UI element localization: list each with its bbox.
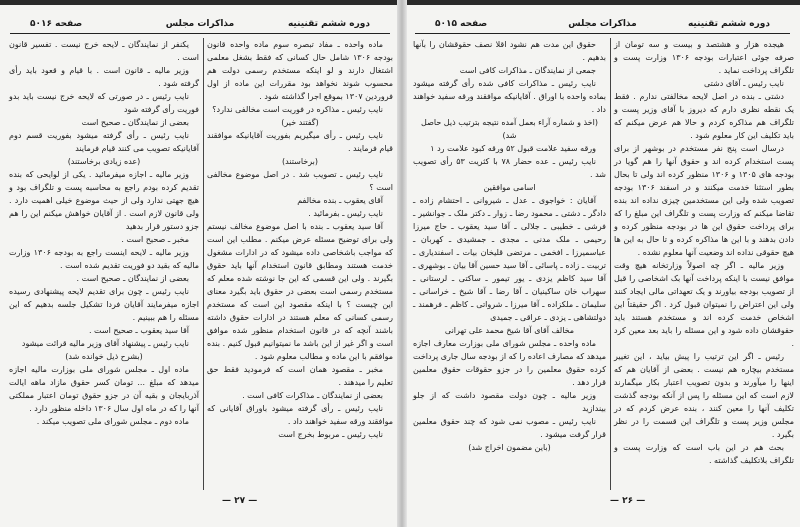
paragraph: اسامی موافقین xyxy=(483,183,536,192)
paragraph: ماده واحده ـ مفاد تبصره سوم ماده واحده قانون بودجه ۱۳۰۶ شامل حال کسانی که فقط بشغل معلمی اشتغال دارند و لو اینکه مستخدم رسمی دولت هم محسوب شوند نخواهد بود مقررات این ماده از اول فروردین ۱۳۰۷ بموقع اجرا گذاشته شود . xyxy=(207,40,394,101)
paragraph: هیجده هزار و هشتصد و بیست و سه تومان از صرفه جوئی اعتبارات بودجه ۱۳۰۶ وزارت پست و تلگراف پرداخت نماید . xyxy=(614,40,795,75)
page-footer-number: — ۲۷ — xyxy=(222,496,258,506)
page-header xyxy=(415,17,790,34)
paragraph: آقایان : خواجوی ـ عدل ـ شیروانی ـ احتشام زاده ـ دادگر ـ دشتی ـ محمود رضا ـ زوار ـ دکتر ملک ـ جوانشیر ـ فرشی ـ خطیبی ـ جلالی ـ آقا سید یعقوب ـ حاج میرزا رحیمی ـ ملک مدنی ـ مجدی ـ جمشیدی ـ کهربان ـ عباسمیرزا ـ افخمی ـ مرتضی قلیخان بیات ـ اسفندیاری ـ تربیت ـ زاده ـ پاسائی ـ آقا سید حسین آقا بیان ـ بوشهری ـ آقا سید کاظم یزدی ـ یور تیمور ـ ساکتی ـ لرستانی ـ سهراب خان ساکینیان ـ آقا رضا ـ آقا شیخ ـ خراسانی ـ سلیمان ـ ملکزاده ـ آقا میرزا ـ شرواتی ـ کاظم ـ فرهمند ـ دولتشاهی ـ یزدی ـ عراقی ـ جمیدی xyxy=(413,196,606,322)
right-page xyxy=(405,5,800,527)
text-column-left xyxy=(413,38,606,454)
paragraph: وزیر مالیه ـ چون دولت مقصود داشت که از جلو بیندازید xyxy=(413,391,606,413)
paragraph: نایب رئیس ـ مذاکره در فوریت است مخالفی ندارد؟ xyxy=(212,105,383,114)
session-label: دوره ششم تقنینیه xyxy=(687,19,770,29)
paragraph: بعضی از نمایندگان ـ صحیح است xyxy=(81,118,189,127)
paragraph: نایب رئیس ـ پیشنهاد آقای وزیر مالیه قرائت میشود xyxy=(21,339,189,348)
paragraph: (اخذ و شماره آراء بعمل آمده نتیجه بترتیب ذیل حاصل شد) xyxy=(421,118,598,140)
paragraph: نایب رئیس ـ مربوط بخرج است xyxy=(278,430,383,439)
paragraph: آقا سید یعقوب ـ صحیح است . xyxy=(88,326,189,335)
paragraph: مخبر ـ مقصود همان است که فرمودید فقط حق تعلیم را میدهند . xyxy=(207,365,393,387)
paragraph: وزیر مالیه ـ اگر چه اصولاً وزارتخانه هیچ وقت موافق نیست با اینکه پرداخت آنها بک اشخاصی را قبل از تصویب بودجه بیاورند و یک تعهداتی مالی ایجاد کنند ولی این اعتراض را نمیتوان قبول کرد . اگر حقیقتاً این اشخاص خدمت کرده اند و مستخدم هستند باید حقوقشان داده شود و این مسئله را باید بعد معین کرد . xyxy=(614,261,794,348)
page-footer-number: — ۲۶ — xyxy=(610,496,646,506)
paragraph: (عده زیادی برخاستند) xyxy=(67,157,141,166)
text-column-right xyxy=(207,38,393,441)
paragraph: (گفتند خیر) xyxy=(281,118,319,127)
left-page xyxy=(0,5,400,527)
paragraph: نایب رئیس ـ در صورتی که لایحه خرج نیست باید بدو فوریت رأی گرفته شود xyxy=(9,92,199,114)
paragraph: بعضی از نمایندگان ـ صحیح است . xyxy=(76,274,189,283)
paragraph: نایب رئیس ـ چون برای تقدیم لایحه پیشنهادی رسیده اجازه میفرمایند آقایان فردا تشکیل جلسه بدهیم که این مسئله را هم ببینیم . xyxy=(9,287,199,322)
text-column-left xyxy=(9,38,199,428)
paragraph: ماده اول ـ مجلس شورای ملی بوزارت مالیه اجازه میدهد که مبلغ ... تومان کسر حقوق مازاد ماهه ایالت آذربایجان و بقیه آن در جزو حقوق تومان اعتبار مملکتی آنها را که در ماه اول سال ۱۳۰۶ داخله منظور دارد . xyxy=(9,365,199,413)
page-header xyxy=(10,17,390,34)
paragraph: نایب رئیس ـ عده حضار ۷۸ با کثریت ۵۳ رأی تصویب شد . xyxy=(413,157,606,179)
paragraph: دشتی ـ بنده در اصل لایحه مخالفتی ندارم . فقط یک نقطه نظری دارم که دیروز با آقای وزیر پست و تلگراف هم مذاکره کردم و حالا هم عرض میکنم که باید تکلیف این کار معلوم شود . xyxy=(614,92,794,140)
paragraph: نایب رئیس ـ تصویب شد . در اصل موضوع مخالفی است ؟ xyxy=(207,170,393,192)
paragraph: بعضی از نمایندگان ـ مذاکرات کافی است . xyxy=(242,391,383,400)
paragraph: نایب رئیس ـ رأی گرفته میشود باوراق آقایانی که موافقند ورقه سفید خواهند داد . xyxy=(207,404,393,426)
paragraph: مخبر ـ صحیح است . xyxy=(121,235,189,244)
column-divider xyxy=(610,38,611,490)
paragraph: جمعی از نمایندگان ـ مذاکرات کافی است xyxy=(459,66,596,75)
text-column-right xyxy=(614,38,794,467)
paragraph: درسال است پنج نفر مستخدم در بوشهر از برای پست استخدام کرده اند و حقوق آنها را هم گویا در بودجه های ۱۳۰۵ و ۱۳۰۶ منظور کرده اند ولی تا بحال بطور استثنا خدمت میکنند و در اسفند ۱۳۰۶ بودجه تصویب شده ولی این مستخدمین چیزی نداده اند بنده تقاضا میکنم که وزارت پست و تلگراف این مبلغ را که برای پرداخت حقوق این ها در بودجه منظور کرده و دادن بدهند و با این ها مذاکره کرده و تا حال به این ها هیچ حقوقی نداده اند وضعیت آنها معلوم نشده . xyxy=(614,144,794,257)
paragraph: وزیر مالیه ـ لایحه اینست راجع به بودجه ۱۳۰۶ وزارت مالیه که بقید دو فوریت تقدیم شده است . xyxy=(9,248,199,270)
column-divider xyxy=(203,38,204,490)
header-title: مذاکرات مجلس xyxy=(568,19,637,29)
paragraph: (بشرح ذیل خوانده شد) xyxy=(65,352,143,361)
paragraph: وزیر مالیه ـ قانون است . با قیام و قعود باید رأی گرفته شود . xyxy=(9,66,199,88)
paragraph: نایب رئیس ـ رأی گرفته میشود بفوریت قسم دوم آقایانیکه تصویب می کنند قیام فرمایند xyxy=(9,131,199,153)
paragraph: آقای یعقوب ـ بنده مخالفم xyxy=(297,196,383,205)
paragraph: نایب رئیس ـ بفرمائید . xyxy=(308,209,383,218)
header-title: مذاکرات مجلس xyxy=(165,19,235,29)
paragraph: (باین مضمون اخراج شد) xyxy=(468,443,551,452)
paragraph: حقوق این مدت هم نشود اقلا نصف حقوقشان را بآنها بدهیم . xyxy=(413,40,606,62)
paragraph: نایب رئیس ـ مذاکرات کافی شده رأی گرفته میشود بماده واحده با اوراق . آقایانیکه موافقند ورقه سفید خواهند داد . xyxy=(413,79,606,114)
page-number: صفحه ۵۰۱۵ xyxy=(435,19,488,29)
paragraph: رئیس ـ اگر این ترتیب را پیش بیاید ، این تغییر مستخدم بیچاره هم نیست . بعضی از آقایان هم که اینها را میآورند و بدون تصویب اعتبار بکار میگمارند لازم است که این مسئله را پس از آنکه بودجه گذشت تکلیف آنها را معین کنند ، بنده عرض کردم که در مجلس وزیر پست و تلگراف این قسمت را در نظر بگیرد . xyxy=(614,352,794,439)
session-label: دوره ششم تقنینیه xyxy=(287,19,370,29)
paragraph: (برخاستند) xyxy=(282,157,318,166)
paragraph: وزیر مالیه ـ اجازه میفرمائید . یکی از لوایحی که بنده تقدیم کرده بودم راجع به محاسبه پست و تلگراف بود و هیچ جهتی ندارد ولی از حیث موضوع خیلی اهمیت دارد . ولی قانون لازم است . از آقایان خواهش میکنم این را هم جزو دستور قرار بدهید xyxy=(9,170,199,231)
paragraph: یکنفر از نمایندگان ـ لایحه خرج نیست . تفسیر قانون است . xyxy=(9,40,199,62)
paragraph: ماده دوم ـ مجلس شورای ملی تصویب میکند . xyxy=(36,417,189,426)
paragraph: مخالف آقای آقا شیخ محمد علی تهرانی xyxy=(444,326,575,335)
paragraph: آقا سید یعقوب ـ بنده با اصل موضوع مخالف نیستم ولی برای توضیح مسئله عرض میکنم . مطلب این است که مواجب باشخاصی داده میشود که در ادارات مشغول خدمت هستند ومطابق قانون استخدام آنها باید حقوق بگیرند . ولی این قسمی که این جا نوشته شده معلم که مستخدم رسمی است بعضی در حقوق باید بگیرد معنای این چیست ؟ با اینکه مقصود این است که مستخدم رسمی کسانی که معلم هستند در ادارات حقوق داشته باشند آنچه که در قانون استخدام منظور شده موافق است و اگر غیر از این باشد ما نمیتوانیم قبول کنیم . بنده موافقم با این ماده و مطالب معلوم شود . xyxy=(207,222,393,361)
page-number: صفحه ۵۰۱۶ xyxy=(30,19,83,29)
paragraph: ماده واحده ـ مجلس شورای ملی بوزارت معارف اجازه میدهد که مصارف اعاده را که از بودجه سال جاری پرداخت کرده حقوق معلمین را در جزو حقوقات حقوق معلمین قرار دهد . xyxy=(413,339,606,387)
paragraph: بحث هم در این باب است که وزارت پست و تلگراف بلاتکلیف گذاشته . xyxy=(614,443,794,465)
paragraph: ورقه سفید علامت قبول ۵۲ ورقه کبود علامت رد ۱ xyxy=(430,144,596,153)
paragraph: نایب رئیس ـ آقای دشتی xyxy=(703,79,784,88)
paragraph: نایب رئیس ـ رأی میگیریم بفوریت آقایانیکه موافقند قیام فرمایند . xyxy=(207,131,393,153)
paragraph: نایب رئیس ـ مصوب نمی شود که چند حقوق معلمین قرار گرفت میشود . xyxy=(413,417,606,439)
